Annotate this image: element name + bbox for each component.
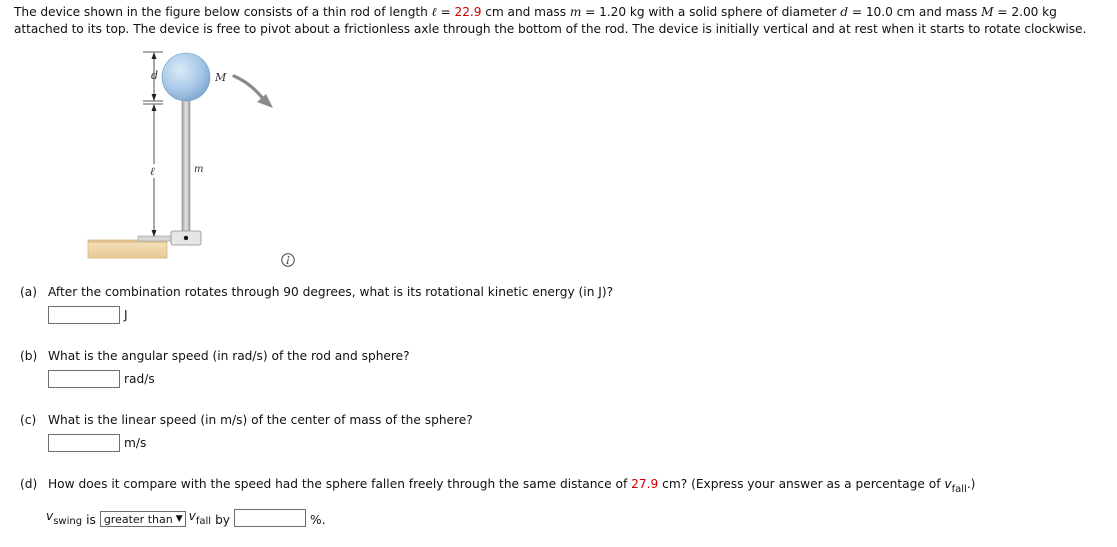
pivot-axle: [184, 236, 188, 240]
question-b: (b) What is the angular speed (in rad/s) of the rod and sphere?: [20, 349, 410, 363]
answer-b-row: [48, 370, 155, 388]
rod: [182, 98, 190, 236]
label-d: d: [151, 69, 159, 82]
info-icon[interactable]: [281, 253, 295, 267]
answer-c-input[interactable]: [48, 434, 120, 452]
length-value: 22.9: [454, 5, 482, 19]
ell-symbol: ℓ: [431, 5, 437, 19]
problem-statement: The device shown in the figure below consists of a thin rod of length ℓ = 22.9 cm and mass m = 1.20 kg with a solid sphere of diameter d = 10.0 cm and mass M = 2.00 kg attached to its top. The device is free to pivot about a frictionless axle through the bottom of the rod. The device is initially vertical and at rest when it starts to rotate clockwise.: [14, 5, 1087, 36]
v-swing-symbol: $v_{swing}$: [46, 509, 83, 527]
chevron-down-icon: ▼: [175, 514, 183, 524]
label-ell: ℓ: [150, 165, 155, 178]
unit-c: m/s: [124, 436, 147, 450]
question-a: (a) After the combination rotates through 90 degrees, what is its rotational kinetic energy (in J)?: [20, 285, 614, 299]
percent-input[interactable]: [234, 509, 306, 527]
fall-distance: 27.9: [631, 477, 659, 491]
unit-a: J: [124, 308, 128, 322]
percent-unit: %.: [310, 513, 326, 527]
comparison-select[interactable]: greater than ▼: [100, 511, 186, 527]
answer-d-row: $v_{swing}$ is greater than ▼ $v_{fall}$ by %.: [46, 509, 326, 527]
unit-b: rad/s: [124, 372, 155, 386]
answer-a-input[interactable]: [48, 306, 120, 324]
label-M: M: [215, 71, 227, 84]
answer-c-row: [48, 434, 146, 452]
question-d: (d) How does it compare with the speed had the sphere fallen freely through the same distance of 27.9 cm? (Express your answer as a percentage of $v_{fall}$.): [20, 477, 976, 495]
v-fall-symbol: $v_{fall}$: [188, 509, 212, 527]
rod-sphere-figure: [86, 48, 286, 264]
answer-a-row: [48, 306, 128, 324]
question-c: (c) What is the linear speed (in m/s) of the center of mass of the sphere?: [20, 413, 473, 427]
rotation-arrow: [234, 76, 264, 100]
label-m: m: [194, 164, 204, 175]
answer-b-input[interactable]: [48, 370, 120, 388]
sphere: [162, 53, 210, 101]
